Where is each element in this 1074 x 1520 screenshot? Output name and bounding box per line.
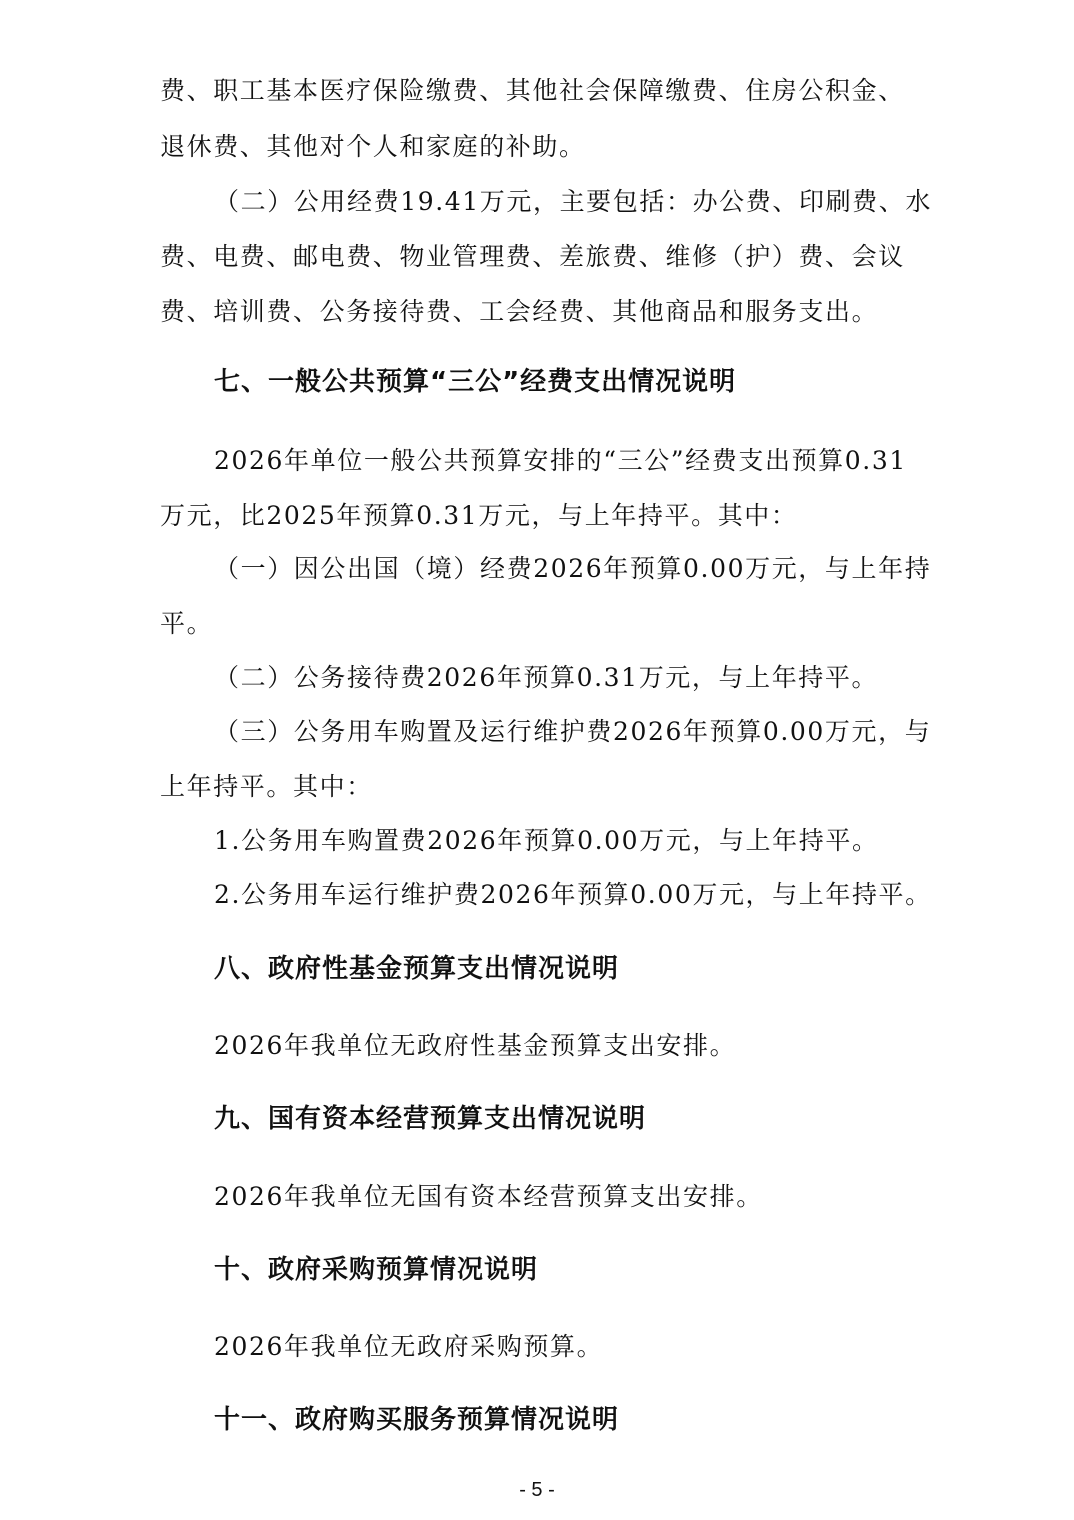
paragraph-line: 2026年单位一般公共预算安排的“三公”经费支出预算0.31: [214, 446, 907, 475]
paragraph-line: 2026年我单位无国有资本经营预算支出安排。: [214, 1182, 763, 1211]
paragraph-line: （一）因公出国（境）经费2026年预算0.00万元，与上年持: [214, 554, 932, 583]
paragraph-line: 费、职工基本医疗保险缴费、其他社会保障缴费、住房公积金、: [160, 76, 905, 105]
section-heading-9: 九、国有资本经营预算支出情况说明: [214, 1104, 647, 1134]
paragraph-line: 费、培训费、公务接待费、工会经费、其他商品和服务支出。: [160, 297, 879, 326]
paragraph-line: 上年持平。其中：: [160, 772, 373, 801]
section-heading-8: 八、政府性基金预算支出情况说明: [214, 954, 620, 984]
paragraph-line: 退休费、其他对个人和家庭的补助。: [160, 132, 586, 161]
section-heading-7: 七、一般公共预算“三公”经费支出情况说明: [214, 367, 737, 397]
paragraph-line: （二）公用经费19.41万元，主要包括：办公费、印刷费、水: [214, 187, 932, 216]
section-heading-10: 十、政府采购预算情况说明: [214, 1255, 539, 1285]
list-item: 2.公务用车运行维护费2026年预算0.00万元，与上年持平。: [214, 880, 932, 909]
paragraph-line: 费、电费、邮电费、物业管理费、差旅费、维修（护）费、会议: [160, 242, 905, 271]
section-heading-11: 十一、政府购买服务预算情况说明: [214, 1405, 620, 1435]
list-item: 1.公务用车购置费2026年预算0.00万元，与上年持平。: [214, 826, 879, 855]
paragraph-line: 万元，比2025年预算0.31万元，与上年持平。其中：: [160, 501, 798, 530]
paragraph-line: 2026年我单位无政府采购预算。: [214, 1332, 604, 1361]
paragraph-line: （二）公务接待费2026年预算0.31万元，与上年持平。: [214, 663, 879, 692]
paragraph-line: 2026年我单位无政府性基金预算支出安排。: [214, 1031, 737, 1060]
paragraph-line: 平。: [160, 609, 214, 638]
page-number: - 5 -: [519, 1479, 555, 1501]
paragraph-line: （三）公务用车购置及运行维护费2026年预算0.00万元，与: [214, 717, 932, 746]
